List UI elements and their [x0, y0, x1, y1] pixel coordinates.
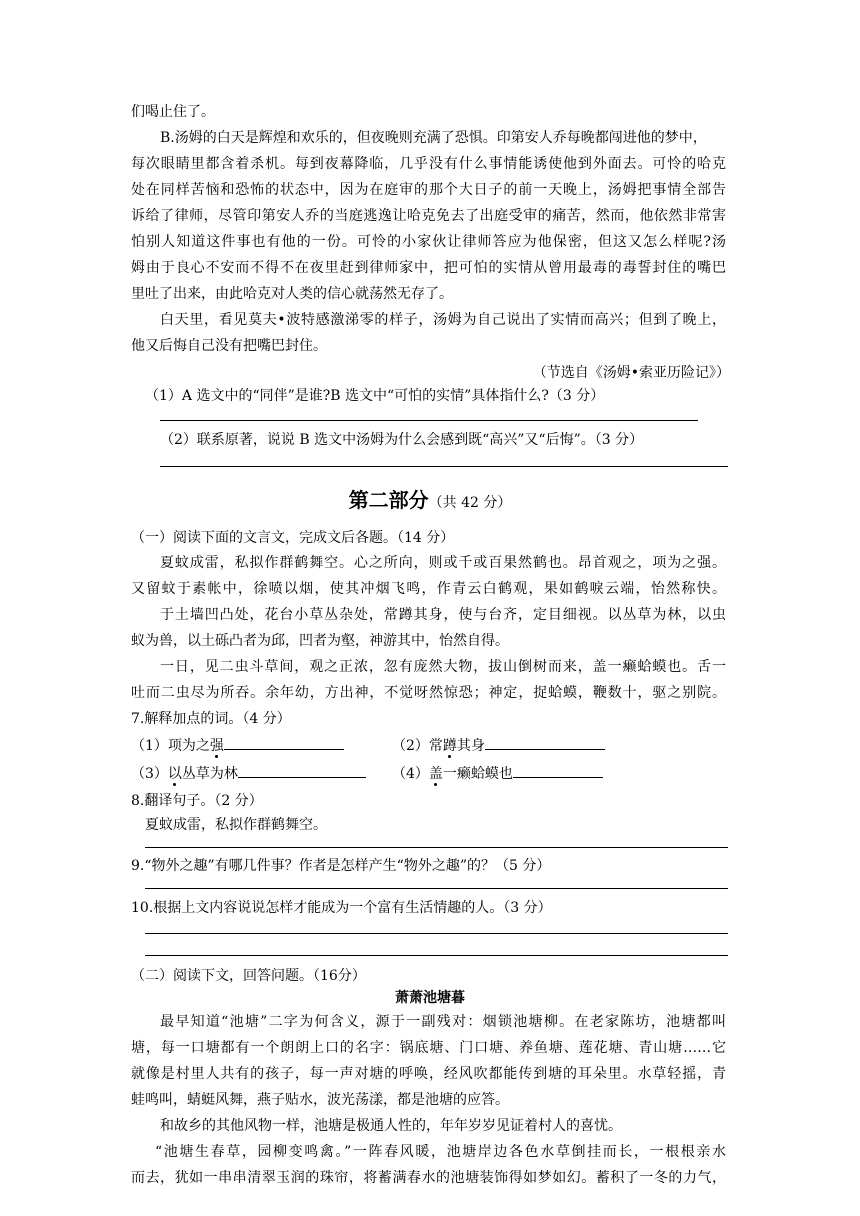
q7-item: （1）项为之强 — [131, 735, 344, 755]
classical-line: 于土墙凹凸处，花台小草丛杂处，常蹲其身，使与台齐，定目细视。以丛草为林，以虫 — [160, 607, 726, 623]
classical-line: 蚁为兽，以土砾凸者为邱，凹者为壑，神游其中，怡然自得。 — [131, 633, 509, 649]
question-10: 10.根据上文内容说说怎样才能成为一个富有生活情趣的人。（3 分） — [131, 900, 552, 916]
paragraph-line: 姆由于良心不安而不得不在夜里赶到律师家中，把可怕的实情从曾用最毒的毒誓封住的嘴巴 — [131, 260, 726, 276]
answer-blank[interactable] — [513, 763, 603, 778]
article-line: 蛙鸣叫，蜻蜓风舞，燕子贴水，波光荡漾，都是池塘的应答。 — [131, 1092, 509, 1108]
question-7: 7.解释加点的词。（4 分） — [131, 711, 291, 727]
paragraph-line: 每次眼睛里都含着杀机。每到夜幕降临，几乎没有什么事情能诱使他到外面去。可怜的哈克 — [131, 156, 726, 172]
section-intro: （一）阅读下面的文言文，完成文后各题。（14 分） — [131, 530, 455, 546]
paragraph-line: 他又后悔自己没有把嘴巴封住。 — [131, 338, 327, 354]
answer-line[interactable] — [160, 420, 698, 421]
paragraph-line: 怕别人知道这件事也有他的一份。可怜的小家伙让律师答应为他保密，但这又怎么样呢?汤 — [131, 234, 726, 250]
article-line: 塘，每一口塘都有一个朗朗上口的名字：锅底塘、门口塘、养鱼塘、莲花塘、青山塘……它 — [131, 1040, 726, 1056]
article-line: 最早知道“池塘”二字为何含义，源于一副残对：烟锁池塘柳。在老家陈坊，池塘都叫 — [160, 1014, 726, 1030]
answer-line[interactable] — [145, 933, 728, 934]
article-line: 而去，犹如一串串清翠玉润的珠帘，将蓄满春水的池塘装饰得如梦如幻。蓄积了一冬的力气， — [131, 1170, 726, 1186]
answer-blank[interactable] — [224, 735, 344, 750]
question-8: 8.翻译句子。（2 分） — [131, 793, 263, 809]
section-intro: （二）阅读下文，回答问题。（16分） — [131, 968, 366, 984]
article-title: 萧萧池塘暮 — [395, 990, 465, 1006]
translate-sentence: 夏蚊成雷，私拟作群鹤舞空。 — [145, 817, 327, 833]
article-line: “池塘生春草，园柳变鸣禽。”一阵春风暖，池塘岸边各色水草倒挂而长，一根根亲水 — [155, 1144, 726, 1160]
answer-blank[interactable] — [485, 735, 605, 750]
source-citation: （节选自《汤姆•索亚历险记》） — [532, 365, 730, 381]
paragraph-line: 里吐了出来，由此哈克对人类的信心就荡然无存了。 — [131, 286, 453, 302]
classical-line: 夏蚊成雷，私拟作群鹤舞空。心之所向，则或千或百果然鹤也。昂首观之，项为之强。 — [160, 555, 726, 571]
classical-line: 又留蚊于素帐中，徐喷以烟，使其冲烟飞鸣，作青云白鹤观，果如鹤唳云端，怡然称快。 — [131, 581, 726, 597]
answer-line[interactable] — [145, 955, 728, 956]
question-1: （1）A 选文中的“同伴”是谁?B 选文中“可怕的实情”具体指什么?（3 分） — [145, 388, 605, 404]
question-9: 9.“物外之趣”有哪几件事？作者是怎样产生“物外之趣”的？（5 分） — [131, 858, 551, 874]
answer-line[interactable] — [145, 888, 728, 889]
section-heading-note: （共 42 分） — [428, 495, 512, 511]
q7-item: （2）常蹲其身 — [392, 735, 605, 755]
question-2: （2）联系原著，说说 B 选文中汤姆为什么会感到既“高兴”又“后悔”。（3 分） — [160, 432, 644, 448]
q7-item: （3）以丛草为林 — [131, 763, 366, 783]
answer-line[interactable] — [145, 847, 728, 848]
answer-blank[interactable] — [238, 763, 366, 778]
q7-item: （4）盖一癞蛤蟆也 — [392, 763, 603, 783]
answer-line[interactable] — [160, 466, 728, 467]
article-line: 就像是村里人共有的孩子，每一声对塘的呼唤，经风吹都能传到塘的耳朵里。水草轻摇，青 — [131, 1066, 726, 1082]
paragraph-line: 白天里，看见莫夫•波特感激涕零的样子，汤姆为自己说出了实情而高兴；但到了晚上， — [160, 312, 726, 328]
paragraph-line: B.汤姆的白天是辉煌和欢乐的，但夜晚则充满了恐惧。印第安人乔每晚都闯进他的梦中， — [160, 130, 707, 146]
paragraph-line: 们喝止住了。 — [131, 104, 215, 120]
section-heading — [0, 486, 860, 517]
article-line: 和故乡的其他风物一样，池塘是极通人性的，年年岁岁见证着村人的喜忧。 — [160, 1118, 622, 1134]
paragraph-line: 诉给了律师，尽管印第安人乔的当庭逃逸让哈克免去了出庭受审的痛苦，然而，他依然非常害 — [131, 208, 726, 224]
section-heading-title: 第二部分 — [348, 488, 429, 512]
classical-line: 吐而二虫尽为所吞。余年幼，方出神，不觉呀然惊恐；神定，捉蛤蟆，鞭数十，驱之别院。 — [131, 685, 726, 701]
classical-line: 一日，见二虫斗草间，观之正浓，忽有庞然大物，拔山倒树而来，盖一癞蛤蟆也。舌一 — [160, 659, 726, 675]
paragraph-line: 处在同样苦恼和恐怖的状态中，因为在庭审的那个大日子的前一天晚上，汤姆把事情全部告 — [131, 182, 726, 198]
